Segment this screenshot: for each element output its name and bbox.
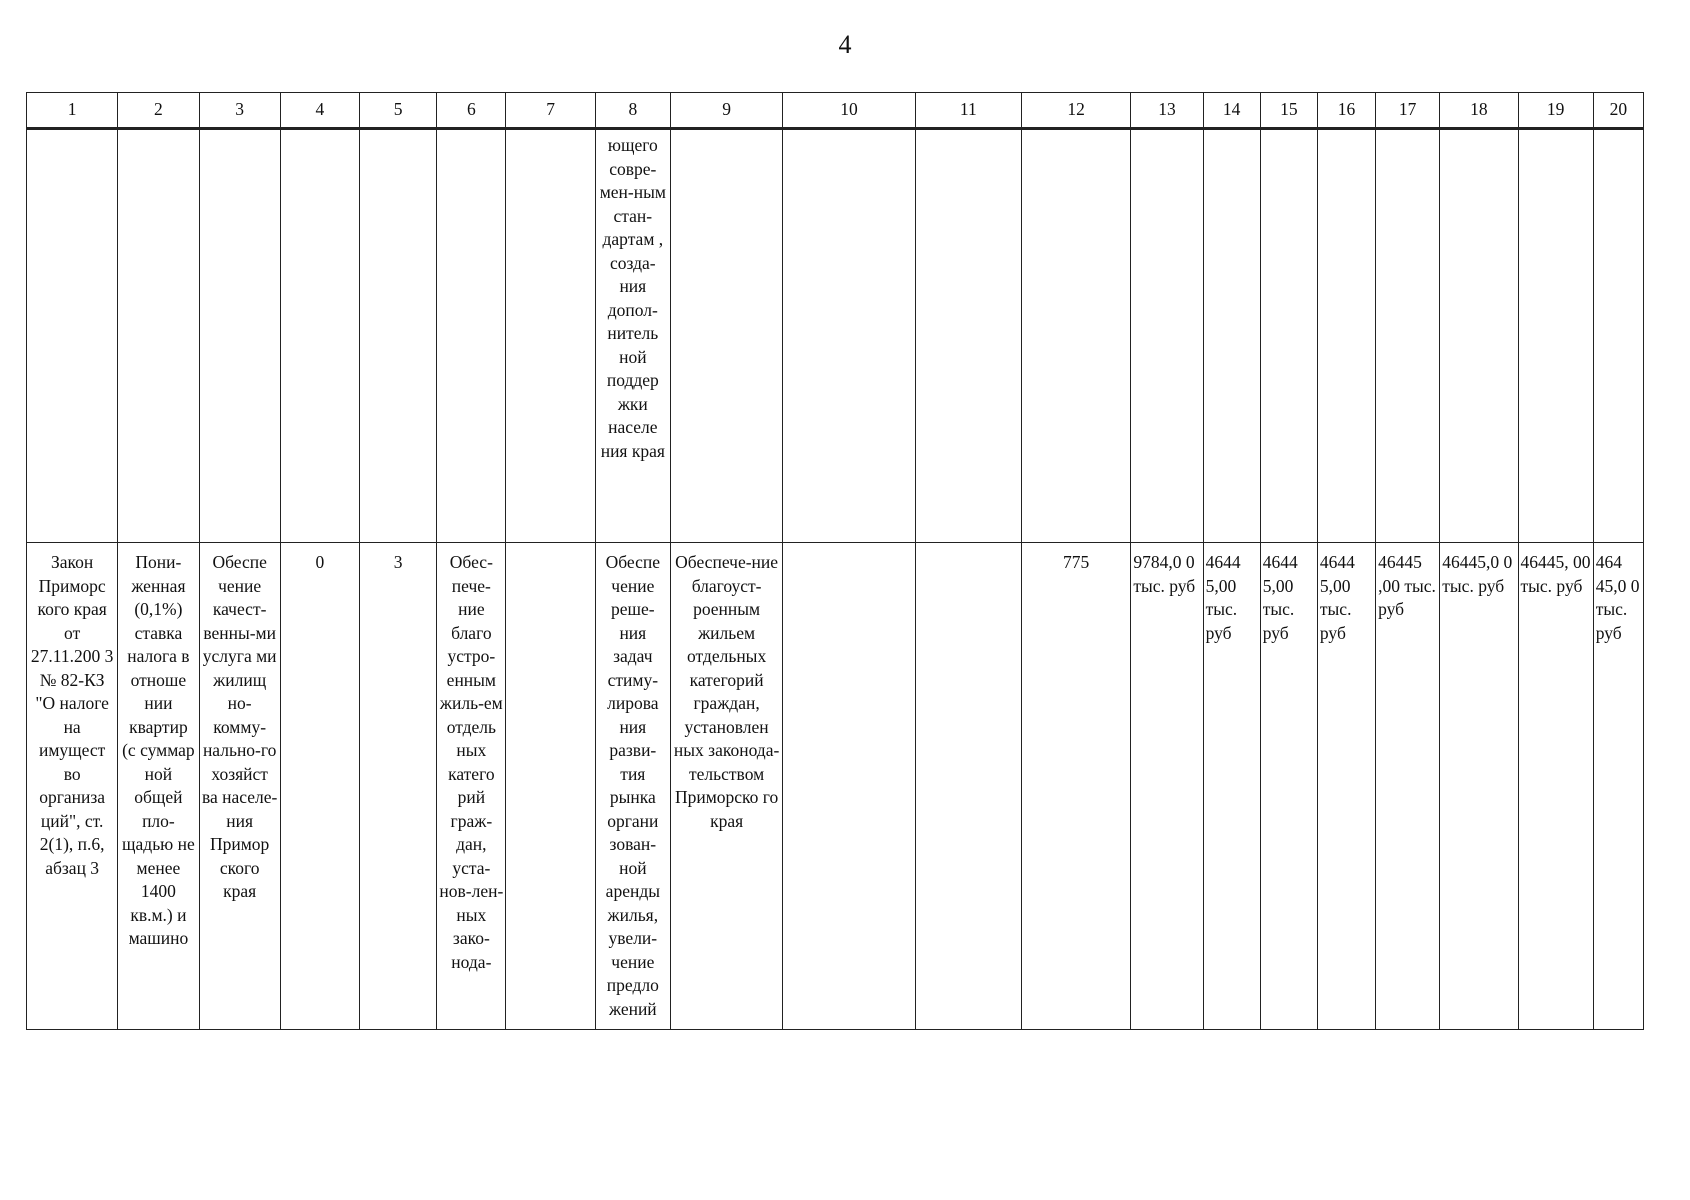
table-cell	[437, 129, 506, 543]
column-header: 9	[670, 93, 782, 129]
table-cell	[1131, 129, 1203, 543]
table-cell	[915, 129, 1021, 543]
column-header: 4	[280, 93, 359, 129]
column-header: 6	[437, 93, 506, 129]
column-header: 16	[1317, 93, 1375, 129]
column-header: 3	[199, 93, 280, 129]
continuation-row	[27, 129, 1644, 543]
table-cell	[1440, 129, 1518, 543]
table-cell: Обеспече-ние благоуст-роенным жильем отдельных категорий граждан, установлен ных законода-тельством Приморско го края	[670, 543, 782, 1030]
table-cell	[783, 543, 915, 1030]
page-number: 4	[838, 30, 852, 59]
table-cell	[199, 129, 280, 543]
column-header: 20	[1593, 93, 1643, 129]
table-cell	[670, 129, 782, 543]
table-cell	[1260, 129, 1317, 543]
table-cell	[1203, 129, 1260, 543]
table-cell	[1593, 129, 1643, 543]
column-header: 18	[1440, 93, 1518, 129]
table-cell	[506, 129, 595, 543]
goal-cell: Обеспе чение качест-венны-ми услуга ми жилищ но-комму-нально-го хозяйст ва населе-ния Примор ского края	[199, 543, 280, 1030]
table-cell: 3	[360, 543, 437, 1030]
table-cell	[360, 129, 437, 543]
amount-cell: 464 45,0 0 тыс. руб	[1593, 543, 1643, 1030]
column-header: 14	[1203, 93, 1260, 129]
column-header: 13	[1131, 93, 1203, 129]
table-cell	[1022, 129, 1131, 543]
table-cell	[1376, 129, 1440, 543]
tax-rate-cell: Пони-женная (0,1%) ставка налога в отноше нии квартир (с суммар ной общей пло-щадью не менее 1400 кв.м.) и машино	[118, 543, 199, 1030]
table-cell: Обес-пече-ние благо устро-енным жиль-ем отдель ных катего рий граж-дан, уста-нов-лен-ных зако-нода-	[437, 543, 506, 1030]
column-header: 17	[1376, 93, 1440, 129]
table-cell-continued-text: ющего совре-мен-ным стан-дартам , созда-ния допол-нитель ной поддер жки населе ния края	[595, 129, 670, 543]
column-header: 1	[27, 93, 118, 129]
amount-cell: 46445,0 0 тыс. руб	[1440, 543, 1518, 1030]
law-reference-cell: Закон Приморс кого края от 27.11.200 3 № 82-КЗ "О налоге на имущест во организа ций", ст. 2(1), п.6, абзац 3	[27, 543, 118, 1030]
column-header: 11	[915, 93, 1021, 129]
amount-cell: 9784,0 0 тыс. руб	[1131, 543, 1203, 1030]
amount-cell: 4644 5,00 тыс. руб	[1317, 543, 1375, 1030]
amount-cell: 46445, 00 тыс. руб	[1518, 543, 1593, 1030]
table-cell	[783, 129, 915, 543]
column-header: 12	[1022, 93, 1131, 129]
column-header: 8	[595, 93, 670, 129]
column-header: 5	[360, 93, 437, 129]
table-cell	[915, 543, 1021, 1030]
table-cell	[506, 543, 595, 1030]
column-header: 2	[118, 93, 199, 129]
amount-cell: 4644 5,00 тыс. руб	[1260, 543, 1317, 1030]
column-header: 10	[783, 93, 915, 129]
data-table	[26, 92, 1644, 1030]
column-header: 15	[1260, 93, 1317, 129]
amount-cell: 4644 5,00 тыс. руб	[1203, 543, 1260, 1030]
table-cell	[1317, 129, 1375, 543]
table-cell	[27, 129, 118, 543]
column-header: 7	[506, 93, 595, 129]
column-header: 19	[1518, 93, 1593, 129]
table-cell: 775	[1022, 543, 1131, 1030]
header-row	[27, 93, 1644, 129]
table-cell	[280, 129, 359, 543]
table-row	[27, 543, 1644, 1030]
amount-cell: 46445 ,00 тыс. руб	[1376, 543, 1440, 1030]
table-cell	[118, 129, 199, 543]
table-cell: 0	[280, 543, 359, 1030]
table-cell	[1518, 129, 1593, 543]
table-cell: Обеспе чение реше-ния задач стиму-лирова ния разви-тия рынка органи зован-ной аренды жилья, увели-чение предло жений	[595, 543, 670, 1030]
